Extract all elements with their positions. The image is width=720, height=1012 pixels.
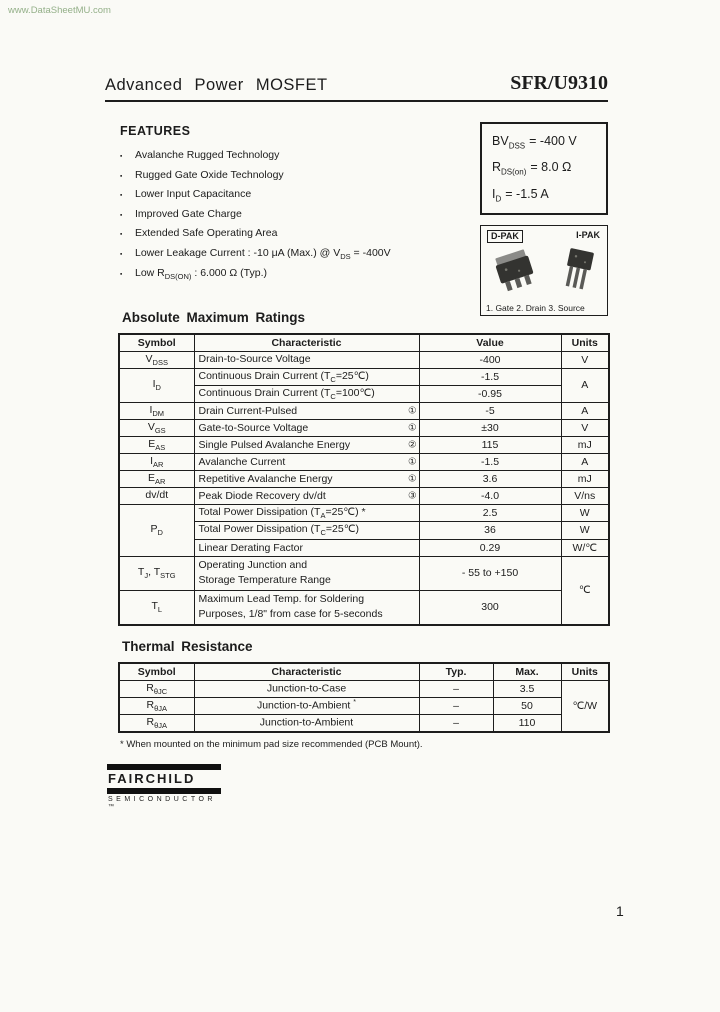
thermal-table [118, 662, 610, 733]
value-cell: -1.5 [419, 368, 561, 385]
feature-text: Avalanche Rugged Technology [135, 149, 280, 161]
part-number: SFR/U9310 [510, 72, 608, 94]
table-row [119, 488, 609, 505]
symbol-cell: $I_{DM}$ [119, 402, 194, 419]
units-cell: V [561, 419, 609, 436]
symbol-cell: $E_{AS}$ [119, 436, 194, 453]
characteristic-cell: Avalanche Current ① [194, 454, 419, 471]
characteristic-cell: Operating Junction and Storage Temperature Range [194, 556, 419, 590]
feature-text: Extended Safe Operating Area [135, 227, 278, 240]
characteristic-cell: Maximum Lead Temp. for Soldering Purposes, 1/8" from case for 5-seconds [194, 590, 419, 625]
value-cell: 3.6 [419, 471, 561, 488]
max-cell: 50 [493, 697, 561, 714]
typ-cell: – [419, 680, 493, 697]
table-header-row [119, 663, 609, 680]
units-cell: mJ [561, 436, 609, 453]
note-marker: ② [407, 439, 417, 451]
symbol-cell: $E_{AR}$ [119, 471, 194, 488]
bullet-icon: ▪ [120, 250, 123, 258]
logo-bar-top [107, 764, 221, 770]
doc-title: Advanced Power MOSFET [105, 76, 328, 94]
symbol-cell: $T_J$, $T_{STG}$ [119, 556, 194, 590]
abs-max-table [118, 333, 610, 626]
table-header-row [119, 334, 609, 351]
footnote: * When mounted on the minimum pad size recommended (PCB Mount). [120, 739, 423, 750]
spec-rdson: $R_{DS(on)} = 8.0$ Ω [492, 160, 572, 177]
package-box [480, 225, 608, 316]
table-row [119, 402, 609, 419]
table-row [119, 454, 609, 471]
characteristic-cell: Repetitive Avalanche Energy ① [194, 471, 419, 488]
table-row [119, 556, 609, 590]
characteristic-cell: Total Power Dissipation $(T_C=25℃)$ [194, 522, 419, 539]
value-cell: -400 [419, 351, 561, 368]
col-typ: Typ. [419, 663, 493, 680]
logo-bar-bottom [107, 788, 221, 794]
units-cell: W [561, 505, 609, 522]
symbol-cell: $V_{DSS}$ [119, 351, 194, 368]
package-labels [481, 226, 607, 243]
page-header [105, 72, 608, 102]
col-units: Units [561, 663, 609, 680]
fairchild-logo [107, 762, 221, 810]
characteristic-cell: Drain-to-Source Voltage [194, 351, 419, 368]
bullet-icon: ▪ [120, 231, 123, 239]
units-cell: V [561, 351, 609, 368]
page-number: 1 [616, 903, 624, 919]
key-specs-box [480, 122, 608, 215]
characteristic-cell: Peak Diode Recovery dv/dt ③ [194, 488, 419, 505]
spec-id: $I_D = -1.5$ A [492, 186, 549, 203]
value-cell: - 55 to +150 [419, 556, 561, 590]
table-row [119, 351, 609, 368]
units-cell: V/ns [561, 488, 609, 505]
units-cell: W/℃ [561, 539, 609, 556]
spec-bvdss: $BV_{DSS} = -400$ V [492, 134, 577, 151]
max-cell: 110 [493, 714, 561, 732]
characteristic-cell: Continuous Drain Current $(T_C=100℃)$ [194, 385, 419, 402]
characteristic-cell: Drain Current-Pulsed ① [194, 402, 419, 419]
col-value: Value [419, 334, 561, 351]
watermark: www.DataSheetMU.com [8, 5, 111, 16]
symbol-cell: $R_{\theta JA}$ [119, 697, 194, 714]
feature-item [120, 188, 468, 202]
value-cell: ±30 [419, 419, 561, 436]
bullet-icon: ▪ [120, 172, 123, 180]
logo-subtitle: SEMICONDUCTOR ™ [108, 795, 216, 810]
bullet-icon: ▪ [120, 192, 123, 200]
table-row [119, 505, 609, 522]
characteristic-cell: Single Pulsed Avalanche Energy ② [194, 436, 419, 453]
i-pak-package-image [557, 246, 599, 296]
symbol-cell: $R_{\theta JA}$ [119, 714, 194, 732]
dpak-label: D-PAK [487, 230, 523, 243]
units-cell: mJ [561, 471, 609, 488]
note-marker: ① [407, 422, 417, 434]
bullet-icon: ▪ [120, 211, 123, 219]
features-list [120, 149, 468, 281]
characteristic-cell: Junction-to-Ambient * [194, 697, 419, 714]
characteristic-cell: Junction-to-Case [194, 680, 419, 697]
typ-cell: – [419, 714, 493, 732]
value-cell: 115 [419, 436, 561, 453]
table-row [119, 680, 609, 697]
symbol-cell: dv/dt [119, 488, 194, 505]
value-cell: -4.0 [419, 488, 561, 505]
feature-item [120, 208, 468, 222]
value-cell: 300 [419, 590, 561, 625]
feature-item [120, 227, 468, 241]
d-pak-package-image [489, 248, 541, 294]
thermal-heading: Thermal Resistance [122, 639, 253, 654]
col-characteristic: Characteristic [194, 663, 419, 680]
table-row [119, 419, 609, 436]
features-section [120, 124, 468, 286]
characteristic-cell: Total Power Dissipation $(T_A=25℃)$ * [194, 505, 419, 522]
package-images [481, 244, 607, 298]
feature-text: Improved Gate Charge [135, 207, 242, 220]
note-marker: ③ [407, 490, 417, 502]
characteristic-cell: Junction-to-Ambient [194, 714, 419, 732]
feature-text: Low $R_{DS(ON)}$ : 6.000 Ω (Typ.) [135, 266, 267, 281]
value-cell: 0.29 [419, 539, 561, 556]
value-cell: -1.5 [419, 454, 561, 471]
trademark-symbol: ™ [108, 803, 114, 810]
characteristic-cell: Gate-to-Source Voltage ① [194, 419, 419, 436]
note-marker: ① [407, 456, 417, 468]
ipak-label: I-PAK [576, 230, 600, 240]
symbol-cell: $R_{\theta JC}$ [119, 680, 194, 697]
characteristic-cell: Linear Derating Factor [194, 539, 419, 556]
table-row [119, 590, 609, 625]
symbol-cell: $T_L$ [119, 590, 194, 625]
value-cell: -5 [419, 402, 561, 419]
table-row [119, 471, 609, 488]
feature-text: Rugged Gate Oxide Technology [135, 168, 284, 181]
units-cell: A [561, 402, 609, 419]
feature-text: Lower Input Capacitance [135, 188, 252, 201]
feature-item [120, 169, 468, 183]
col-characteristic: Characteristic [194, 334, 419, 351]
symbol-cell: $I_D$ [119, 368, 194, 402]
feature-text: Lower Leakage Current : -10 μA (Max.) @ $V_{DS} = -400V$ [135, 246, 391, 262]
symbol-cell: $V_{GS}$ [119, 419, 194, 436]
table-row [119, 368, 609, 385]
bullet-icon: ▪ [120, 270, 123, 278]
feature-item [120, 267, 468, 281]
table-row [119, 714, 609, 732]
units-cell: A [561, 368, 609, 402]
value-cell: -0.95 [419, 385, 561, 402]
bullet-icon: ▪ [120, 153, 123, 160]
max-cell: 3.5 [493, 680, 561, 697]
features-heading: FEATURES [120, 124, 191, 138]
symbol-cell: $P_D$ [119, 505, 194, 556]
value-cell: 36 [419, 522, 561, 539]
symbol-cell: $I_{AR}$ [119, 454, 194, 471]
table-row [119, 697, 609, 714]
logo-wordmark: FAIRCHILD [108, 771, 196, 786]
typ-cell: – [419, 697, 493, 714]
units-cell: A [561, 454, 609, 471]
feature-item [120, 247, 468, 261]
units-cell: ℃ [561, 556, 609, 625]
col-symbol: Symbol [119, 663, 194, 680]
units-cell: ℃/W [561, 680, 609, 732]
units-cell: W [561, 522, 609, 539]
characteristic-cell: Continuous Drain Current $(T_C=25℃)$ [194, 368, 419, 385]
abs-max-heading: Absolute Maximum Ratings [122, 310, 306, 325]
col-max: Max. [493, 663, 561, 680]
col-units: Units [561, 334, 609, 351]
note-marker: ① [407, 405, 417, 417]
value-cell: 2.5 [419, 505, 561, 522]
pin-caption: 1. Gate 2. Drain 3. Source [486, 303, 585, 313]
feature-item [120, 149, 468, 163]
table-row [119, 436, 609, 453]
col-symbol: Symbol [119, 334, 194, 351]
note-marker: ① [407, 473, 417, 485]
